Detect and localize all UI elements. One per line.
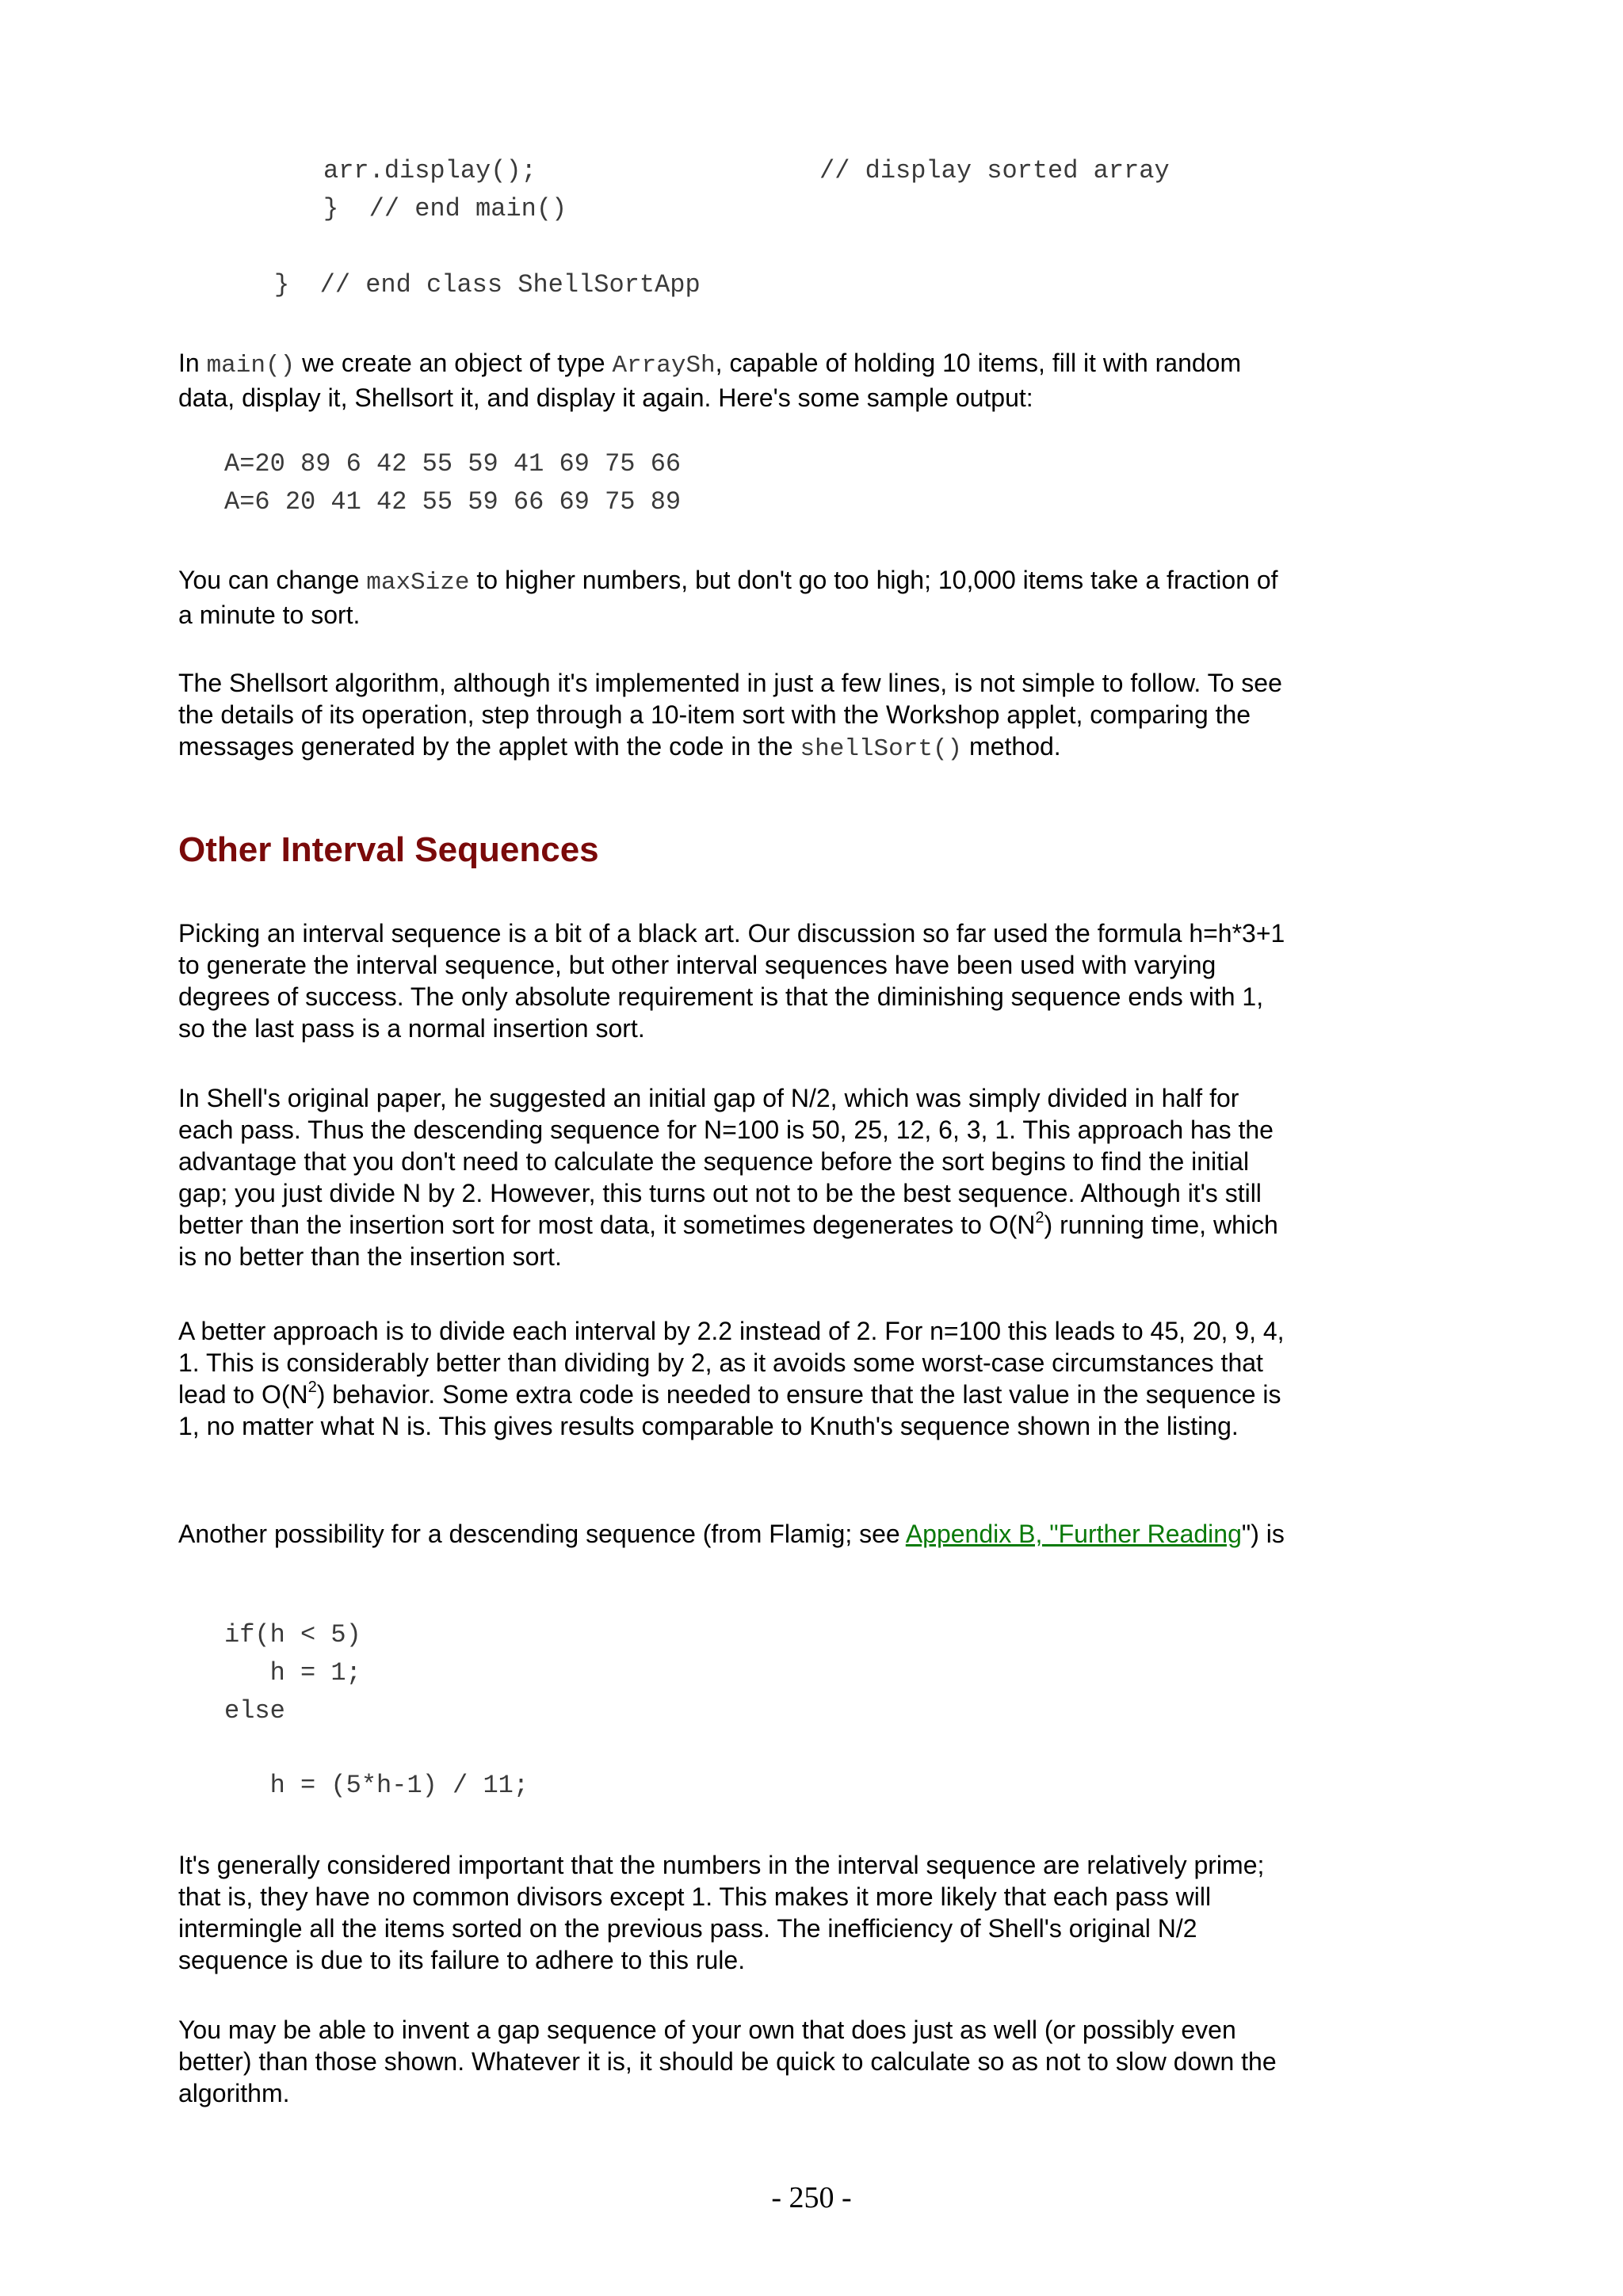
text: The Shellsort algorithm, although it's implemented in just a few lines, is not simple to follow. To see the details of its operation, step through a 10-item sort with the Workshop applet, comparing the messages generated by the applet with the code in the	[178, 669, 1282, 761]
text: ) behavior. Some extra code is needed to ensure that the last value in the sequence is 1, no matter what N is. This gives results comparable to Knuth's sequence shown in the listing.	[178, 1380, 1281, 1440]
inline-code: maxSize	[366, 569, 470, 597]
paragraph-shellsort-algorithm	[178, 667, 1288, 765]
text: ) running time, which is no better than the insertion sort.	[178, 1211, 1278, 1271]
code-text: else	[224, 1696, 285, 1726]
paragraph-relatively-prime: It's generally considered important that the numbers in the interval sequence are relatively prime; that is, they have no common divisors except 1. This makes it more likely that each pass will intermingle all the items sorted on the previous pass. The inefficiency of Shell's original N/2 sequence is due to its failure to adhere to this rule.	[178, 1851, 1265, 1974]
code-text: A=20 89 6 42 55 59 41 69 75 66	[224, 449, 682, 479]
appendix-link[interactable]: Appendix B, "Further Reading	[905, 1520, 1242, 1548]
sample-output-line-2	[224, 483, 681, 521]
code-line-end-class	[274, 266, 701, 304]
text: Another possibility for a descending sequence (from Flamig; see	[178, 1520, 906, 1548]
text: to higher numbers, but don't go too high; 10,000 items take a fraction of a minute to sort.	[178, 566, 1278, 629]
text: You can change	[178, 566, 367, 594]
paragraph-shell-original	[178, 1082, 1288, 1272]
paragraph-intro	[178, 347, 1288, 414]
code-text: A=6 20 41 42 55 59 66 69 75 89	[224, 487, 682, 517]
section-heading: Other Interval Sequences	[178, 830, 599, 869]
paragraph-maxsize	[178, 564, 1288, 631]
paragraph-interval-sequence: Picking an interval sequence is a bit of a black art. Our discussion so far used the formula h=h*3+1 to generate the interval sequence, but other interval sequences have been used with varying degrees of success. The only absolute requirement is that the diminishing sequence ends with 1, so the last pass is a normal insertion sort.	[178, 919, 1285, 1043]
code-line-if	[224, 1616, 361, 1654]
text: ") is	[1241, 1520, 1285, 1548]
text: In Shell's original paper, he suggested an initial gap of N/2, which was simply divided in half for each pass. Thus the descending sequence for N=100 is 50, 25, 12, 6, 3, 1. This approach has the advantage that you don't need to calculate the sequence before the sort begins to find the initial gap; you just divide N by 2. However, this turns out not to be the best sequence. Although it's still better than the insertion sort for most data, it sometimes degenerates to O(N	[178, 1084, 1274, 1239]
code-line-display	[323, 152, 537, 190]
code-text: h = 1;	[224, 1658, 361, 1688]
paragraph-better-approach	[178, 1315, 1288, 1442]
superscript: 2	[1035, 1209, 1044, 1226]
paragraph-invent-gap: You may be able to invent a gap sequence of your own that does just as well (or possibly even better) than those shown. Whatever it is, it should be quick to calculate so as not to slow down the algorithm.	[178, 2016, 1277, 2107]
code-text: } // end class ShellSortApp	[274, 270, 701, 299]
inline-code: main()	[206, 352, 296, 379]
paragraph-flamig	[178, 1518, 1288, 1550]
code-text: if(h < 5)	[224, 1620, 361, 1650]
inline-code: shellSort()	[800, 735, 963, 763]
code-comment: // display sorted array	[819, 156, 1170, 185]
code-line-end-main	[323, 190, 567, 228]
code-line-formula	[224, 1767, 529, 1805]
superscript: 2	[307, 1379, 317, 1396]
code-line-else	[224, 1692, 285, 1730]
sample-output-line-1	[224, 445, 681, 483]
text: In	[178, 349, 207, 377]
code-text: h = (5*h-1) / 11;	[224, 1771, 529, 1800]
text: A better approach is to divide each interval by 2.2 instead of 2. For n=100 this leads to 45, 20, 9, 4, 1. This is considerably better than dividing by 2, as it avoids some worst-case circumstances that lead to O(N	[178, 1317, 1285, 1409]
code-text: } // end main()	[323, 194, 567, 223]
code-line-assign-one	[224, 1654, 361, 1692]
inline-code: ArraySh	[612, 352, 716, 379]
text: method.	[962, 732, 1061, 761]
code-comment-display-sorted	[819, 152, 1170, 190]
text: , capable of holding 10 items, fill it with random data, display it, Shellsort it, and display it again. Here's some sample output:	[178, 349, 1242, 412]
text: we create an object of type	[295, 349, 613, 377]
page-number: - 250 -	[771, 2181, 852, 2214]
code-text: arr.display();	[323, 156, 537, 185]
